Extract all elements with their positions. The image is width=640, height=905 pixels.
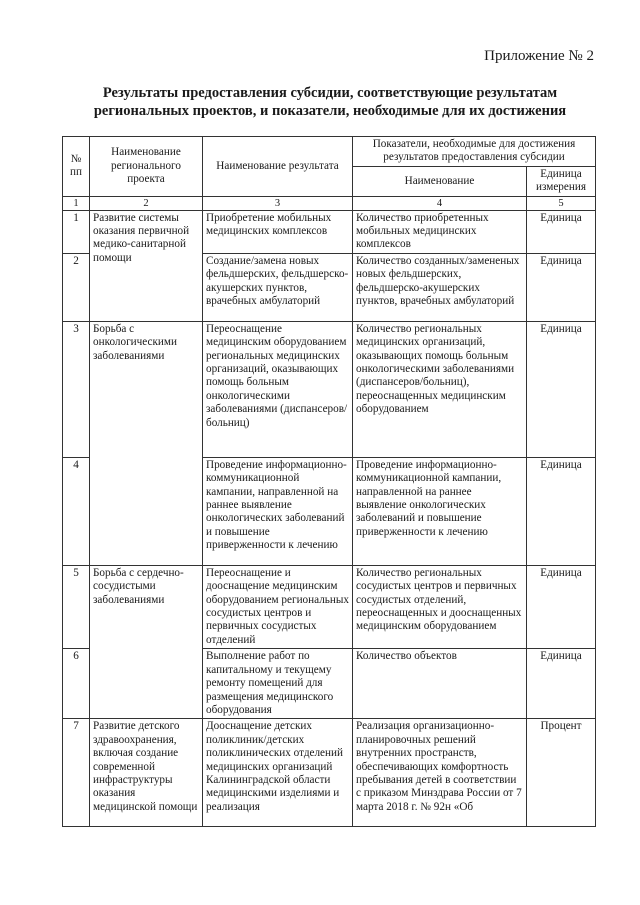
result-name: Переоснащение и дооснащение медицинским оборудованием региональных сосудистых центров и первичных сосудистых отделений xyxy=(203,565,353,648)
header-indicator-name: Наименование xyxy=(353,166,527,196)
row-number: 7 xyxy=(63,719,90,827)
row-number: 3 xyxy=(63,321,90,457)
result-name: Проведение информационно-коммуникационной кампании, направленной на раннее выявление онкологических заболеваний и повышение приверженности к лечению xyxy=(203,457,353,565)
table-row xyxy=(63,719,596,827)
header-unit: Единица измерения xyxy=(527,166,596,196)
indicator-name: Количество региональных сосудистых центров и первичных сосудистых отделений, переоснащенных и дооснащенных медицинским оборудованием xyxy=(353,565,527,648)
table-row xyxy=(63,321,596,457)
unit-value: Единица xyxy=(527,565,596,648)
document-title xyxy=(70,84,590,120)
col-number: 4 xyxy=(353,196,527,210)
indicator-name: Реализация организационно-планировочных решений внутренних пространств, обеспечивающих комфортность пребывания детей в соответствии с приказом Минздрава России от 7 марта 2018 г. № 92н «Об xyxy=(353,719,527,827)
title-line-2: региональных проектов, и показатели, необходимые для их достижения xyxy=(93,103,567,119)
project-name: Развитие детского здравоохранения, включая создание современной инфраструктуры оказания медицинской помощи xyxy=(90,719,203,827)
result-name: Приобретение мобильных медицинских комплексов xyxy=(203,210,353,253)
header-row-1 xyxy=(63,137,596,167)
project-name: Борьба с сердечно-сосудистыми заболеваниями xyxy=(90,565,203,718)
col-number: 3 xyxy=(203,196,353,210)
row-number: 2 xyxy=(63,253,90,321)
unit-value: Единица xyxy=(527,321,596,457)
header-result: Наименование результата xyxy=(203,137,353,197)
table-row xyxy=(63,565,596,648)
indicator-name: Количество объектов xyxy=(353,649,527,719)
row-number: 1 xyxy=(63,210,90,253)
result-name: Выполнение работ по капитальному и текущему ремонту помещений для размещения медицинского оборудования xyxy=(203,649,353,719)
row-number: 4 xyxy=(63,457,90,565)
indicator-name: Количество региональных медицинских организаций, оказывающих помощь больным онкологическими заболеваниями (диспансеров/больниц), переоснащенных медицинским оборудованием xyxy=(353,321,527,457)
column-number-row xyxy=(63,196,596,210)
appendix-label: Приложение № 2 xyxy=(484,48,594,64)
project-name: Развитие системы оказания первичной медико-санитарной помощи xyxy=(90,210,203,321)
title-line-1: Результаты предоставления субсидии, соответствующие результатам xyxy=(102,85,558,101)
table-row xyxy=(63,210,596,253)
col-number: 1 xyxy=(63,196,90,210)
header-num: № пп xyxy=(63,137,90,197)
unit-value: Единица xyxy=(527,253,596,321)
indicator-name: Количество созданных/замененых новых фельдшерских, фельдшерско-акушерских пунктов, врачебных амбулаторий xyxy=(353,253,527,321)
row-number: 6 xyxy=(63,649,90,719)
unit-value: Единица xyxy=(527,210,596,253)
col-number: 5 xyxy=(527,196,596,210)
col-number: 2 xyxy=(90,196,203,210)
indicator-name: Количество приобретенных мобильных медицинских комплексов xyxy=(353,210,527,253)
result-name: Создание/замена новых фельдшерских, фельдшерско-акушерских пунктов, врачебных амбулаторий xyxy=(203,253,353,321)
unit-value: Единица xyxy=(527,457,596,565)
unit-value: Единица xyxy=(527,649,596,719)
header-indicators: Показатели, необходимые для достижения результатов предоставления субсидии xyxy=(353,137,596,167)
results-table xyxy=(62,136,596,827)
unit-value: Процент xyxy=(527,719,596,827)
result-name: Переоснащение медицинским оборудованием региональных медицинских организаций, оказывающих помощь больным онкологическими заболеваниями (диспансеров/больниц) xyxy=(203,321,353,457)
indicator-name: Проведение информационно-коммуникационной кампании, направленной на раннее выявление онкологических заболеваний и повышение приверженности к лечению xyxy=(353,457,527,565)
result-name: Дооснащение детских поликлиник/детских поликлинических отделений медицинских организаций Калининградской области медицинскими изделиями и реализация xyxy=(203,719,353,827)
header-project: Наименование регионального проекта xyxy=(90,137,203,197)
project-name: Борьба с онкологическими заболеваниями xyxy=(90,321,203,565)
row-number: 5 xyxy=(63,565,90,648)
